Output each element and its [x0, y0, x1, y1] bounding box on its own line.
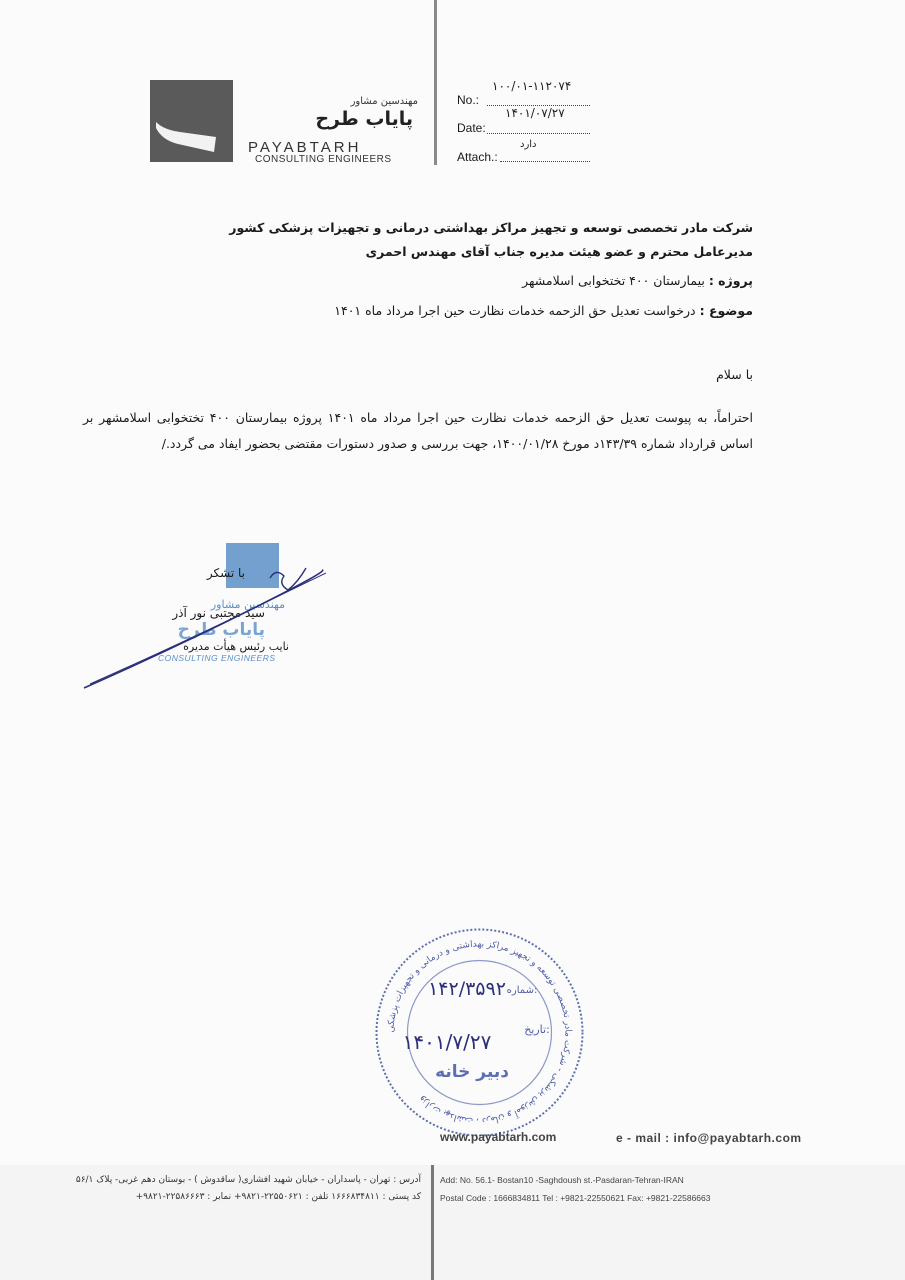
- ref-no-label: No.:: [457, 93, 480, 107]
- svg-text:تاریخ:: تاریخ:: [524, 1023, 550, 1036]
- ref-date-dots: [487, 132, 590, 134]
- body-paragraph: احتراماً، به پیوست تعدیل حق الزحمه خدمات نظارت حین اجرا مرداد ماه ۱۴۰۱ پروژه بیمارستان ۴۰۰ تختخوابی اسلامشهر بر اساس قرارداد شماره ۱۴۳/۳۹د مورخ ۱۴۰۰/۰۱/۲۸، جهت بررسی و صدور دستورات مقتضی بحضور ایفاد می گردد./: [83, 410, 753, 451]
- svg-text:۱۴۲/۳۵۹۲: ۱۴۲/۳۵۹۲: [428, 978, 506, 1000]
- ref-date-label: Date:: [457, 121, 486, 135]
- recipient-person: مدیرعامل محترم و عضو هیئت مدیره جناب آقای مهندس احمری: [365, 244, 753, 259]
- ref-no-value: ۱۰۰/۰۱-۱۱۲۰۷۴: [492, 79, 572, 93]
- header-divider: [434, 0, 437, 165]
- company-stamp-fa-small: مهندسین مشاور: [210, 598, 285, 611]
- signature-scribble: [80, 560, 340, 700]
- logo-fa-name: پایاب طرح: [315, 108, 413, 130]
- svg-text:دبیر خانه: دبیر خانه: [435, 1062, 509, 1082]
- ref-date-value: ۱۴۰۱/۰۷/۲۷: [505, 106, 565, 120]
- svg-text:شماره:: شماره:: [506, 985, 538, 996]
- ref-attach-value: دارد: [520, 139, 537, 150]
- company-stamp-en: CONSULTING ENGINEERS: [158, 653, 276, 663]
- subject-value: درخواست تعدیل حق الزحمه خدمات نظارت حین اجرا مرداد ماه ۱۴۰۱: [334, 303, 696, 318]
- company-stamp-fa-big: پایاب طرح: [177, 620, 265, 640]
- secretariat-round-stamp: [372, 925, 587, 1140]
- greeting: با سلام: [716, 367, 753, 382]
- project-line: [193, 272, 753, 290]
- svg-text:۱۴۰۱/۷/۲۷: ۱۴۰۱/۷/۲۷: [402, 1030, 492, 1054]
- footer-fa-phones: کد پستی : ۱۶۶۶۸۳۴۸۱۱ تلفن : ۲۲۵۵۰۶۲۱-۹۸۲۱+ نمابر : ۲۲۵۸۶۶۶۳-۹۸۲۱+: [135, 1192, 421, 1202]
- ref-attach-dots: [500, 160, 590, 162]
- recipient-company: شرکت مادر تخصصی توسعه و تجهیز مراکز بهداشتی درمانی و تجهیزات پزشکی کشور: [229, 220, 753, 235]
- subject-line: [193, 302, 753, 320]
- website[interactable]: www.payabtarh.com: [440, 1130, 557, 1144]
- footer-en-phones: Postal Code : 1666834811 Tel : +9821-22550621 Fax: +9821-22586663: [440, 1193, 711, 1203]
- logo-fa-subtitle: مهندسین مشاور: [350, 96, 418, 107]
- project-label: پروژه :: [708, 273, 753, 288]
- footer-fa-address: آدرس : تهران - پاسداران - خیابان شهید افشاری( ساقدوش ) - بوستان دهم غربی- پلاک ۵۶/۱: [75, 1175, 421, 1185]
- signatory-name: سید مجتبی نور آذر: [172, 606, 265, 620]
- subject-label: موضوع :: [699, 303, 753, 318]
- logo-en-name: PAYABTARH: [248, 139, 362, 156]
- footer-divider: [431, 1165, 434, 1280]
- svg-text:وزارت بهداشت ، درمان و آموزش پ: وزارت بهداشت ، درمان و آموزش پزشکی - شرکت مادر تخصصی توسعه و تجهیز مراکز بهداشتی و درمانی و تجهیزات پزشکی: [386, 939, 573, 1126]
- ref-attach-label: Attach.:: [457, 150, 498, 164]
- logo-mark: [150, 80, 233, 162]
- closing: با تشکر: [206, 566, 245, 580]
- footer-en-address: Add: No. 56.1- Bostan10 -Saghdoush st.-Pasdaran-Tehran-IRAN: [440, 1175, 684, 1185]
- logo-en-subtitle: CONSULTING ENGINEERS: [255, 154, 392, 165]
- project-value: بیمارستان ۴۰۰ تختخوابی اسلامشهر: [522, 273, 705, 288]
- email[interactable]: e - mail : info@payabtarh.com: [616, 1131, 802, 1145]
- signatory-title: نایب رئیس هیأت مدیره: [183, 640, 289, 653]
